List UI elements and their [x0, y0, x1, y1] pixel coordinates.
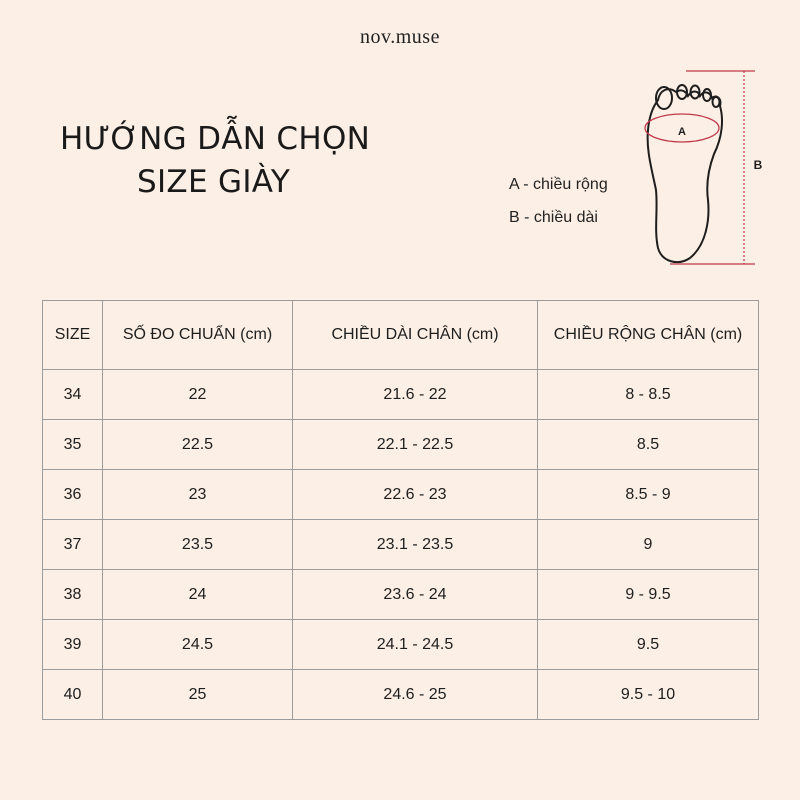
cell-size: 37 — [43, 520, 103, 570]
cell-size: 39 — [43, 620, 103, 670]
header-standard: SỐ ĐO CHUẨN (cm) — [103, 301, 293, 370]
cell-foot-width: 8.5 — [538, 420, 759, 470]
cell-foot-width: 9.5 — [538, 620, 759, 670]
foot-diagram — [630, 70, 770, 270]
table-row — [43, 370, 759, 420]
legend-width: A - chiều rộng — [509, 176, 608, 193]
toe-icon — [713, 97, 720, 107]
label-b: B — [753, 158, 763, 172]
table-row — [43, 670, 759, 720]
cell-size: 40 — [43, 670, 103, 720]
title-line-1: HƯỚNG DẪN CHỌN — [60, 121, 371, 157]
cell-foot-width: 8.5 - 9 — [538, 470, 759, 520]
cell-foot-length: 22.6 - 23 — [293, 470, 538, 520]
cell-foot-length: 24.6 - 25 — [293, 670, 538, 720]
cell-size: 36 — [43, 470, 103, 520]
cell-standard: 22.5 — [103, 420, 293, 470]
table-row — [43, 620, 759, 670]
cell-standard: 23.5 — [103, 520, 293, 570]
cell-standard: 24.5 — [103, 620, 293, 670]
cell-size: 34 — [43, 370, 103, 420]
cell-foot-length: 21.6 - 22 — [293, 370, 538, 420]
header-size: SIZE — [43, 301, 103, 370]
cell-foot-length: 23.1 - 23.5 — [293, 520, 538, 570]
cell-size: 38 — [43, 570, 103, 620]
cell-foot-length: 23.6 - 24 — [293, 570, 538, 620]
page-title — [60, 118, 400, 204]
table-header-row — [43, 301, 759, 370]
measurement-legend — [509, 168, 608, 234]
cell-foot-length: 22.1 - 22.5 — [293, 420, 538, 470]
header-foot-length: CHIỀU DÀI CHÂN (cm) — [293, 301, 538, 370]
cell-foot-width: 9 - 9.5 — [538, 570, 759, 620]
cell-foot-length: 24.1 - 24.5 — [293, 620, 538, 670]
header-foot-width: CHIỀU RỘNG CHÂN (cm) — [538, 301, 759, 370]
legend-length: B - chiều dài — [509, 209, 598, 226]
cell-foot-width: 9 — [538, 520, 759, 570]
brand-logo: nov.muse — [360, 26, 440, 48]
foot-outline-icon — [648, 89, 722, 262]
label-a: A — [678, 126, 686, 138]
title-line-2: SIZE GIÀY — [137, 164, 291, 200]
cell-foot-width: 8 - 8.5 — [538, 370, 759, 420]
size-chart-table — [42, 300, 759, 720]
cell-standard: 22 — [103, 370, 293, 420]
cell-standard: 23 — [103, 470, 293, 520]
cell-size: 35 — [43, 420, 103, 470]
table-row — [43, 570, 759, 620]
table-row — [43, 520, 759, 570]
table-row — [43, 470, 759, 520]
cell-foot-width: 9.5 - 10 — [538, 670, 759, 720]
table-row — [43, 420, 759, 470]
cell-standard: 25 — [103, 670, 293, 720]
cell-standard: 24 — [103, 570, 293, 620]
